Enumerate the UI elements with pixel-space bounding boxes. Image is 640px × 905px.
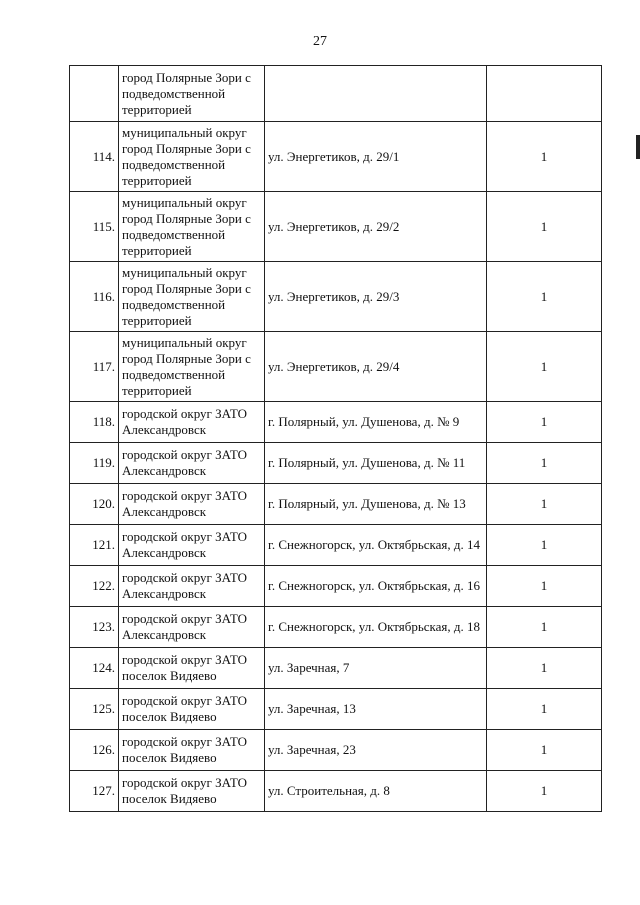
address-cell: г. Снежногорск, ул. Октябрьская, д. 14 — [265, 525, 487, 566]
quantity-cell: 1 — [487, 689, 602, 730]
address-cell: г. Полярный, ул. Душенова, д. № 11 — [265, 443, 487, 484]
quantity-cell: 1 — [487, 648, 602, 689]
address-cell: ул. Заречная, 7 — [265, 648, 487, 689]
table-row — [70, 771, 602, 812]
row-number — [70, 66, 119, 122]
municipality-cell: городской округ ЗАТО поселок Видяево — [119, 648, 265, 689]
quantity-cell: 1 — [487, 332, 602, 402]
municipality-cell: муниципальный округ город Полярные Зори с подведомственной территорией — [119, 122, 265, 192]
table-row — [70, 332, 602, 402]
table-row — [70, 730, 602, 771]
row-number: 115. — [70, 192, 119, 262]
row-number: 114. — [70, 122, 119, 192]
table-row — [70, 607, 602, 648]
municipality-cell: городской округ ЗАТО поселок Видяево — [119, 771, 265, 812]
table-row — [70, 689, 602, 730]
municipality-cell: городской округ ЗАТО Александровск — [119, 525, 265, 566]
address-cell: ул. Строительная, д. 8 — [265, 771, 487, 812]
margin-mark — [636, 135, 640, 159]
address-cell: ул. Энергетиков, д. 29/3 — [265, 262, 487, 332]
address-cell: г. Снежногорск, ул. Октябрьская, д. 18 — [265, 607, 487, 648]
quantity-cell: 1 — [487, 771, 602, 812]
address-cell: г. Полярный, ул. Душенова, д. № 9 — [265, 402, 487, 443]
quantity-cell: 1 — [487, 122, 602, 192]
table-row — [70, 443, 602, 484]
table-row — [70, 566, 602, 607]
municipality-cell: городской округ ЗАТО Александровск — [119, 443, 265, 484]
municipality-cell: муниципальный округ город Полярные Зори с подведомственной территорией — [119, 332, 265, 402]
municipality-cell: городской округ ЗАТО поселок Видяево — [119, 689, 265, 730]
row-number: 118. — [70, 402, 119, 443]
row-number: 123. — [70, 607, 119, 648]
page-number: 27 — [313, 34, 327, 49]
table-row — [70, 262, 602, 332]
row-number: 125. — [70, 689, 119, 730]
address-cell: ул. Энергетиков, д. 29/2 — [265, 192, 487, 262]
table-row — [70, 402, 602, 443]
municipality-cell: городской округ ЗАТО Александровск — [119, 402, 265, 443]
address-cell: г. Полярный, ул. Душенова, д. № 13 — [265, 484, 487, 525]
row-number: 124. — [70, 648, 119, 689]
row-number: 122. — [70, 566, 119, 607]
row-number: 116. — [70, 262, 119, 332]
row-number: 120. — [70, 484, 119, 525]
registry-table-body — [70, 66, 602, 812]
table-row — [70, 525, 602, 566]
address-cell: г. Снежногорск, ул. Октябрьская, д. 16 — [265, 566, 487, 607]
municipality-cell: город Полярные Зори с подведомственной территорией — [119, 66, 265, 122]
quantity-cell: 1 — [487, 402, 602, 443]
quantity-cell: 1 — [487, 443, 602, 484]
quantity-cell: 1 — [487, 262, 602, 332]
quantity-cell — [487, 66, 602, 122]
quantity-cell: 1 — [487, 525, 602, 566]
quantity-cell: 1 — [487, 730, 602, 771]
table-row — [70, 484, 602, 525]
row-number: 117. — [70, 332, 119, 402]
quantity-cell: 1 — [487, 566, 602, 607]
address-cell: ул. Заречная, 13 — [265, 689, 487, 730]
table-row — [70, 648, 602, 689]
table-row — [70, 192, 602, 262]
municipality-cell: городской округ ЗАТО поселок Видяево — [119, 730, 265, 771]
address-cell: ул. Энергетиков, д. 29/4 — [265, 332, 487, 402]
registry-table — [69, 65, 602, 812]
municipality-cell: городской округ ЗАТО Александровск — [119, 484, 265, 525]
address-cell — [265, 66, 487, 122]
address-cell: ул. Заречная, 23 — [265, 730, 487, 771]
address-cell: ул. Энергетиков, д. 29/1 — [265, 122, 487, 192]
row-number: 127. — [70, 771, 119, 812]
municipality-cell: муниципальный округ город Полярные Зори с подведомственной территорией — [119, 262, 265, 332]
table-row — [70, 122, 602, 192]
quantity-cell: 1 — [487, 484, 602, 525]
row-number: 119. — [70, 443, 119, 484]
municipality-cell: городской округ ЗАТО Александровск — [119, 607, 265, 648]
row-number: 121. — [70, 525, 119, 566]
municipality-cell: городской округ ЗАТО Александровск — [119, 566, 265, 607]
municipality-cell: муниципальный округ город Полярные Зори с подведомственной территорией — [119, 192, 265, 262]
quantity-cell: 1 — [487, 607, 602, 648]
row-number: 126. — [70, 730, 119, 771]
quantity-cell: 1 — [487, 192, 602, 262]
table-row — [70, 66, 602, 122]
